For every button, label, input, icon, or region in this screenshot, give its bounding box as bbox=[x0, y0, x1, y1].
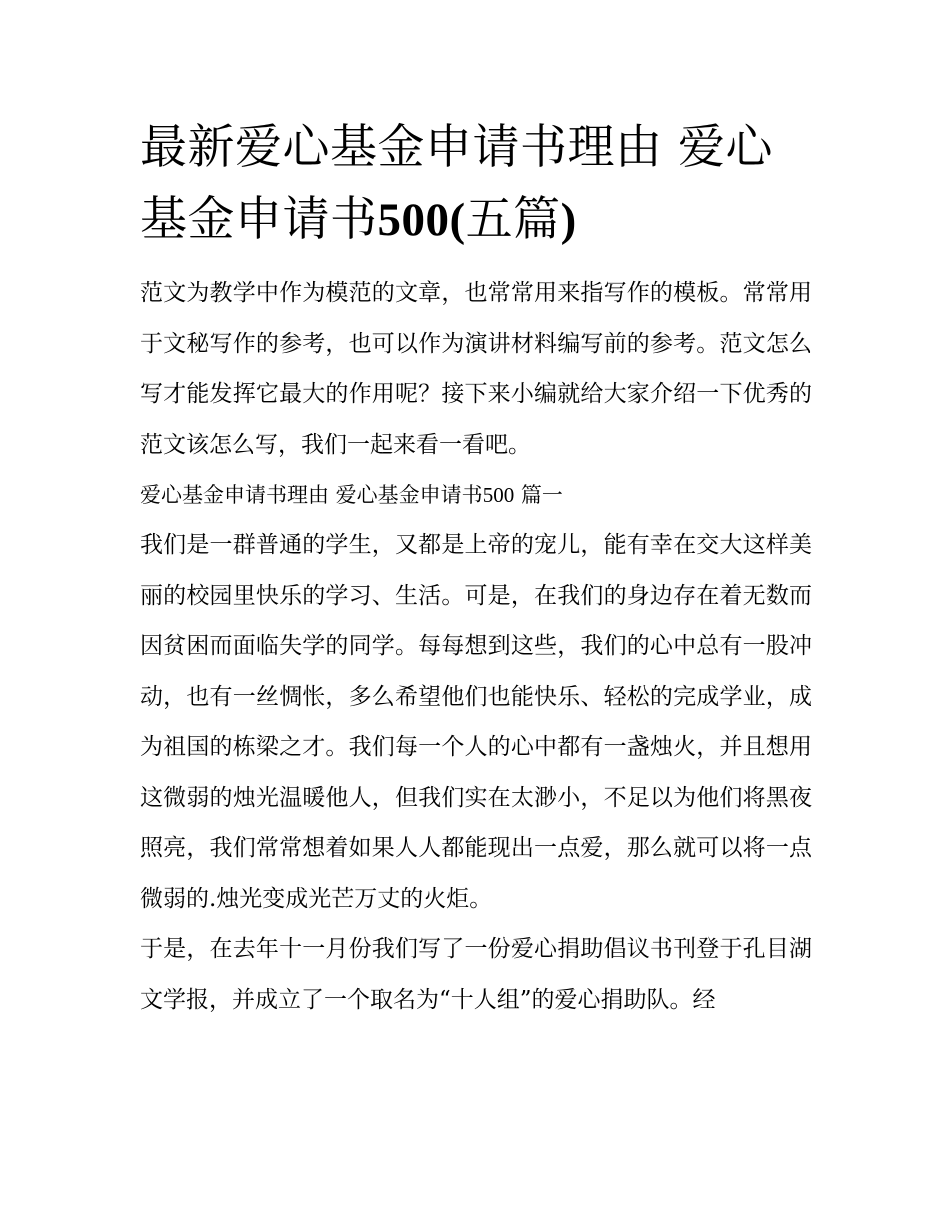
title-text: 最新爱心基金申请书理由 爱心基金申请书 bbox=[140, 120, 773, 247]
section-heading bbox=[140, 470, 812, 520]
section-heading-text: 爱心基金申请书理由 爱心基金申请书 bbox=[140, 483, 483, 507]
document-title bbox=[140, 112, 812, 256]
intro-paragraph: 范文为教学中作为模范的文章，也常常用来指写作的模板。常常用于文秘写作的参考，也可以作为演讲材料编写前的参考。范文怎么写才能发挥它最大的作用呢？接下来小编就给大家介绍一下优秀的范文该怎么写，我们一起来看一看吧。 bbox=[140, 280, 812, 458]
document-body bbox=[140, 112, 812, 1025]
title-number: 500 bbox=[377, 194, 450, 246]
section-heading-suffix: 篇一 bbox=[514, 483, 563, 507]
title-paren-inner: 五篇 bbox=[465, 192, 561, 247]
body-paragraph-2: 于是，在去年十一月份我们写了一份爱心捐助倡议书刊登于孔目湖文学报，并成立了一个取名为“十人组”的爱心捐助队。经 bbox=[140, 936, 812, 1013]
section-heading-number: 500 bbox=[482, 483, 515, 507]
body-paragraph-1: 我们是一群普通的学生，又都是上帝的宠儿，能有幸在交大这样美丽的校园里快乐的学习、生活。可是，在我们的身边存在着无数而因贫困而面临失学的同学。每每想到这些，我们的心中总有一股冲动，也有一丝惆怅，多么希望他们也能快乐、轻松的完成学业，成为祖国的栋梁之才。我们每一个人的心中都有一盏烛火，并且想用这微弱的烛光温暖他人，但我们实在太渺小，不足以为他们将黑夜照亮，我们常常想着如果人人都能现出一点爱，那么就可以将一点微弱的.烛光变成光芒万丈的火炬。 bbox=[140, 532, 812, 912]
title-paren-open: ( bbox=[449, 194, 466, 246]
title-paren-close: ) bbox=[560, 194, 577, 246]
